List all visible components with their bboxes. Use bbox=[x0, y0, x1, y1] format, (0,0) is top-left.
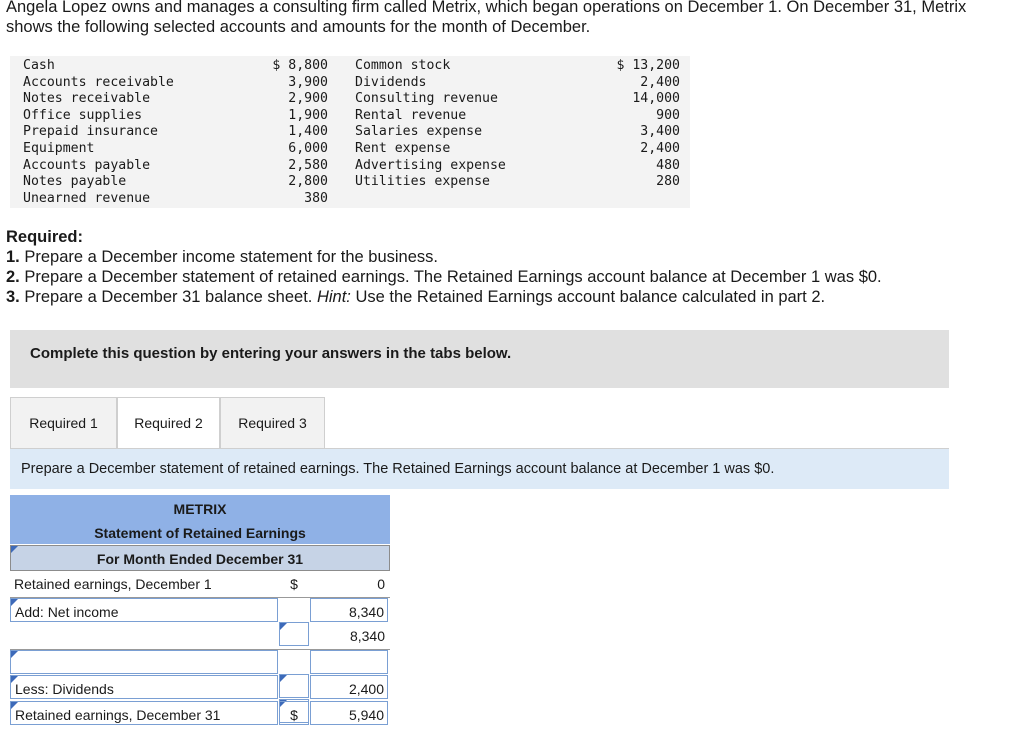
tab-instruction bbox=[10, 449, 949, 489]
account-value: 900 bbox=[656, 107, 680, 123]
account-name: Advertising expense bbox=[355, 157, 506, 173]
required-item-3 bbox=[6, 287, 882, 307]
item-text: Prepare a December statement of retained earnings. The Retained Earnings account balance at December 1 was $0. bbox=[19, 268, 882, 286]
row-value-input[interactable]: 2,400 bbox=[310, 675, 388, 699]
hint-text: Use the Retained Earnings account balance calculated in part 2. bbox=[350, 288, 826, 306]
item-text: Prepare a December 31 balance sheet. bbox=[19, 288, 317, 306]
statement-row bbox=[10, 650, 390, 676]
statement-row bbox=[10, 598, 390, 624]
row-value[interactable]: 0 bbox=[377, 576, 385, 592]
account-value: 1,900 bbox=[288, 107, 328, 123]
account-value: 480 bbox=[656, 157, 680, 173]
account-name: Notes receivable bbox=[23, 91, 151, 107]
accounts-right-names bbox=[355, 58, 506, 191]
tab-required-2[interactable]: Required 2 bbox=[117, 397, 220, 450]
account-value: 280 bbox=[656, 174, 680, 190]
account-value: $ 13,200 bbox=[616, 58, 680, 73]
account-name: Salaries expense bbox=[355, 124, 483, 140]
row-value-input[interactable]: 5,940 bbox=[310, 701, 388, 725]
row-label bbox=[10, 623, 278, 647]
retained-earnings-statement bbox=[10, 495, 390, 726]
account-value: 2,580 bbox=[288, 157, 328, 173]
row-label-select[interactable]: Retained earnings, December 31 bbox=[10, 701, 278, 725]
required-heading: Required: bbox=[6, 228, 84, 246]
hint-label: Hint: bbox=[316, 288, 351, 306]
account-value: 2,800 bbox=[288, 174, 328, 190]
accounts-left-names bbox=[23, 58, 174, 207]
account-value: $ 8,800 bbox=[272, 58, 328, 73]
account-value: 380 bbox=[304, 190, 328, 206]
required-item-2 bbox=[6, 267, 882, 287]
account-value: 2,900 bbox=[288, 91, 328, 107]
dollar-sign: $ bbox=[279, 701, 309, 725]
row-label-select[interactable]: Less: Dividends bbox=[10, 675, 278, 699]
row-label-select[interactable]: Add: Net income bbox=[10, 598, 278, 622]
account-name: Prepaid insurance bbox=[23, 124, 158, 140]
tab-required-1[interactable]: Required 1 bbox=[10, 397, 117, 449]
tab-required-3[interactable]: Required 3 bbox=[220, 397, 325, 449]
account-value: 3,400 bbox=[640, 124, 680, 140]
accounts-right-values bbox=[580, 58, 680, 191]
problem-intro: Angela Lopez owns and manages a consulting firm called Metrix, which began operations on December 1. On December 31, Metrix shows the following selected accounts and amounts for the month of December. bbox=[6, 0, 967, 36]
item-number: 2. bbox=[6, 268, 20, 286]
account-name: Rental revenue bbox=[355, 107, 467, 123]
row-label-select[interactable] bbox=[10, 650, 278, 674]
account-value: 1,400 bbox=[288, 124, 328, 140]
account-name: Rent expense bbox=[355, 140, 451, 156]
row-label: Retained earnings, December 1 bbox=[14, 576, 212, 592]
item-text: Prepare a December income statement for the business. bbox=[19, 248, 438, 266]
account-name: Unearned revenue bbox=[23, 190, 151, 206]
dollar-sign: $ bbox=[290, 576, 298, 592]
account-name: Utilities expense bbox=[355, 174, 490, 190]
item-number: 3. bbox=[6, 288, 20, 306]
company-name: METRIX bbox=[10, 495, 390, 520]
accounts-list bbox=[10, 56, 690, 208]
statement-row bbox=[10, 623, 390, 650]
account-value: 2,400 bbox=[640, 74, 680, 90]
required-section bbox=[6, 227, 882, 307]
account-value: 3,900 bbox=[288, 74, 328, 90]
instruction-text: Prepare a December statement of retained earnings. The Retained Earnings account balance at December 1 was $0. bbox=[21, 461, 775, 477]
statement-row bbox=[10, 701, 390, 727]
statement-row bbox=[10, 675, 390, 701]
account-value: 6,000 bbox=[288, 140, 328, 156]
account-value: 14,000 bbox=[632, 91, 680, 107]
account-name: Office supplies bbox=[23, 107, 143, 123]
account-name: Dividends bbox=[355, 74, 427, 90]
account-name: Notes payable bbox=[23, 174, 127, 190]
row-value-input[interactable] bbox=[310, 650, 388, 674]
account-value: 2,400 bbox=[640, 140, 680, 156]
row-value: 8,340 bbox=[349, 628, 385, 644]
account-name: Common stock bbox=[355, 58, 451, 73]
banner-text: Complete this question by entering your answers in the tabs below. bbox=[30, 345, 512, 362]
statement-title: Statement of Retained Earnings bbox=[10, 520, 390, 544]
statement-row bbox=[10, 571, 390, 598]
account-name: Accounts receivable bbox=[23, 74, 174, 90]
account-name: Equipment bbox=[23, 140, 95, 156]
statement-period[interactable]: For Month Ended December 31 bbox=[10, 545, 390, 571]
row-symbol bbox=[279, 623, 309, 647]
row-value-input[interactable]: 8,340 bbox=[310, 598, 388, 622]
account-name: Consulting revenue bbox=[355, 91, 498, 107]
account-name: Accounts payable bbox=[23, 157, 151, 173]
instructions-banner bbox=[10, 330, 949, 388]
item-number: 1. bbox=[6, 248, 20, 266]
required-item-1 bbox=[6, 247, 882, 267]
account-name: Cash bbox=[23, 58, 55, 73]
accounts-left-values bbox=[240, 58, 328, 207]
